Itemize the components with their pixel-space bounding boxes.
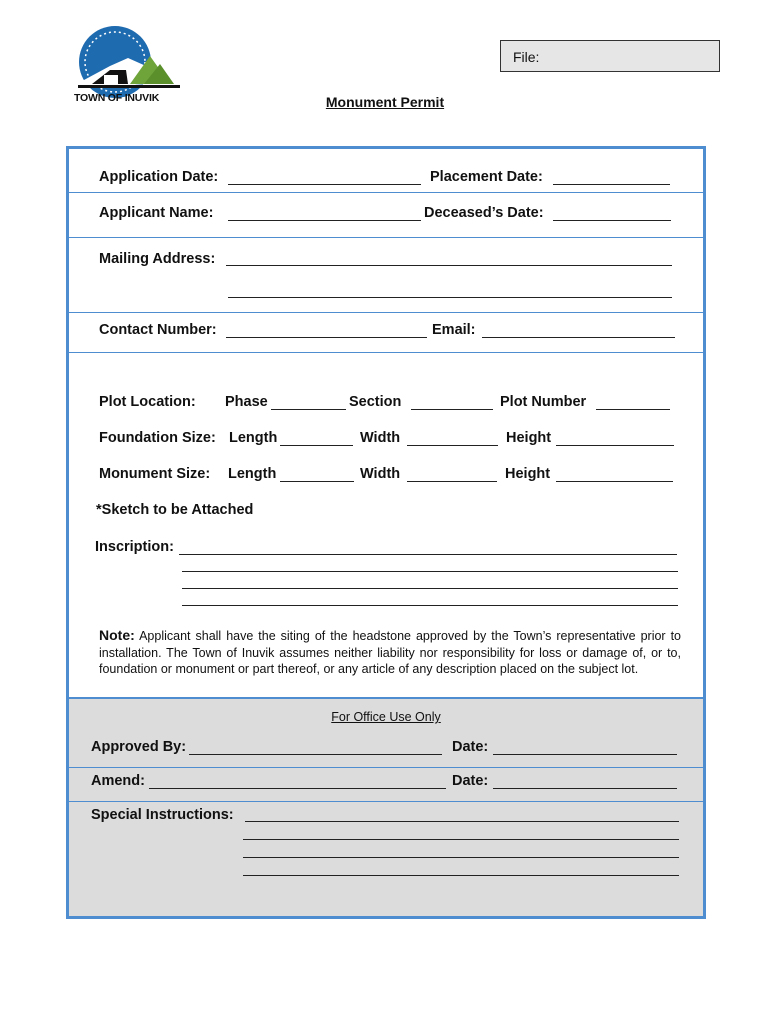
mailing-address-field[interactable] [226,265,672,266]
monument-width-label: Width [360,466,401,482]
inscription-field-4[interactable] [182,605,678,606]
plot-number-field[interactable] [596,409,670,410]
special-instructions-field[interactable] [245,821,679,822]
placement-date-label: Placement Date: [430,169,543,185]
divider [69,237,703,238]
email-label: Email: [432,322,476,338]
application-date-field[interactable] [228,184,421,185]
approved-by-field[interactable] [189,754,442,755]
deceased-date-field[interactable] [553,220,671,221]
section-field[interactable] [411,409,493,410]
mailing-address-field-2[interactable] [228,297,672,298]
office-use-title: For Office Use Only [331,710,441,724]
permit-form [66,146,706,919]
inscription-field-2[interactable] [182,571,678,572]
applicant-name-field[interactable] [228,220,421,221]
divider [69,801,703,802]
foundation-height-field[interactable] [556,445,674,446]
amend-field[interactable] [149,788,446,789]
divider [69,352,703,353]
plot-number-label: Plot Number [500,394,587,410]
contact-number-label: Contact Number: [99,322,217,338]
email-field[interactable] [482,337,675,338]
note [99,627,681,678]
deceased-date-label: Deceased’s Date: [424,205,544,221]
monument-size-label: Monument Size: [99,466,211,482]
phase-label: Phase [225,394,268,410]
divider [69,767,703,768]
monument-height-label: Height [505,466,551,482]
section-label: Section [349,394,402,410]
sketch-note: *Sketch to be Attached [96,502,254,518]
special-instructions-field-3[interactable] [243,857,679,858]
office-use-section [69,697,703,916]
special-instructions-field-4[interactable] [243,875,679,876]
file-label: File: [513,49,540,65]
foundation-width-label: Width [360,430,401,446]
file-field[interactable] [500,40,720,72]
org-name: TOWN OF INUVIK [74,92,160,104]
approved-date-label: Date: [452,739,489,755]
application-date-label: Application Date: [99,169,219,185]
inscription-field-3[interactable] [182,588,678,589]
applicant-name-label: Applicant Name: [99,205,214,221]
note-text: Applicant shall have the siting of the headstone approved by the Town’s representative prior to installation. The Town of Inuvik assumes neither liability nor responsibility for loss or damage of, or to, foundation or monument or part thereof, or any article of any description placed on the subject lot. [99,629,682,676]
mailing-address-label: Mailing Address: [99,251,216,267]
amend-label: Amend: [91,773,145,789]
foundation-size-label: Foundation Size: [99,430,216,446]
approved-date-field[interactable] [493,754,677,755]
divider [69,312,703,313]
note-label: Note: [99,627,135,643]
foundation-length-label: Length [229,430,278,446]
inscription-field[interactable] [179,554,677,555]
placement-date-field[interactable] [553,184,670,185]
approved-by-label: Approved By: [91,739,187,755]
monument-height-field[interactable] [556,481,673,482]
divider [69,192,703,193]
monument-length-field[interactable] [280,481,354,482]
foundation-width-field[interactable] [407,445,498,446]
page-title: Monument Permit [325,94,445,110]
amend-date-field[interactable] [493,788,677,789]
divider [69,697,703,699]
special-instructions-label: Special Instructions: [91,807,234,823]
foundation-height-label: Height [506,430,552,446]
phase-field[interactable] [271,409,346,410]
amend-date-label: Date: [452,773,489,789]
plot-location-label: Plot Location: [99,394,196,410]
monument-width-field[interactable] [407,481,497,482]
contact-number-field[interactable] [226,337,427,338]
monument-length-label: Length [228,466,277,482]
inscription-label: Inscription: [95,539,174,555]
foundation-length-field[interactable] [280,445,353,446]
special-instructions-field-2[interactable] [243,839,679,840]
